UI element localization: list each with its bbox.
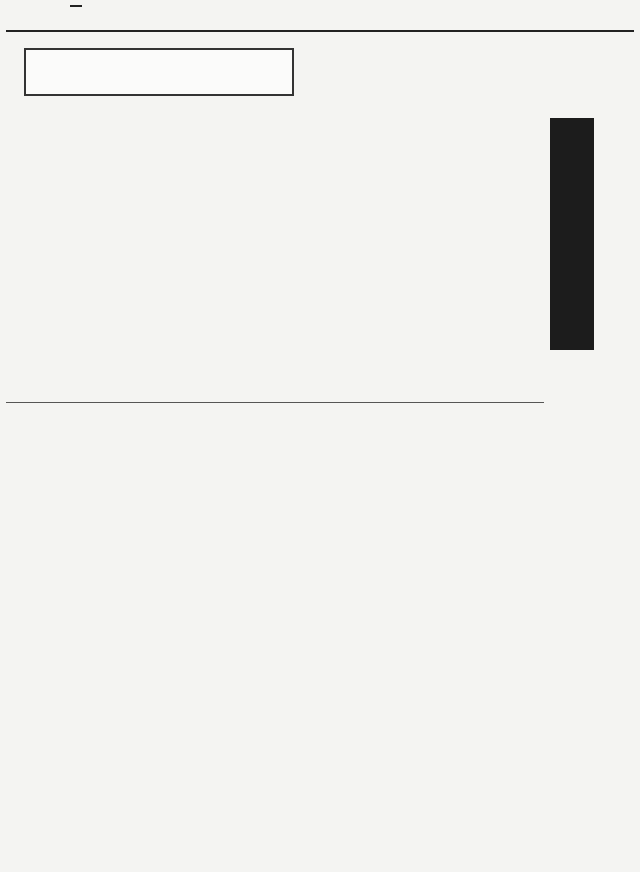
masthead-rule — [6, 30, 634, 32]
section-label — [70, 5, 82, 7]
article-body-top — [10, 112, 540, 464]
article-body-bottom — [10, 480, 540, 832]
section-divider — [6, 402, 544, 403]
editorial-banner — [24, 48, 294, 96]
masthead — [0, 0, 640, 34]
topic-tag — [550, 118, 594, 350]
